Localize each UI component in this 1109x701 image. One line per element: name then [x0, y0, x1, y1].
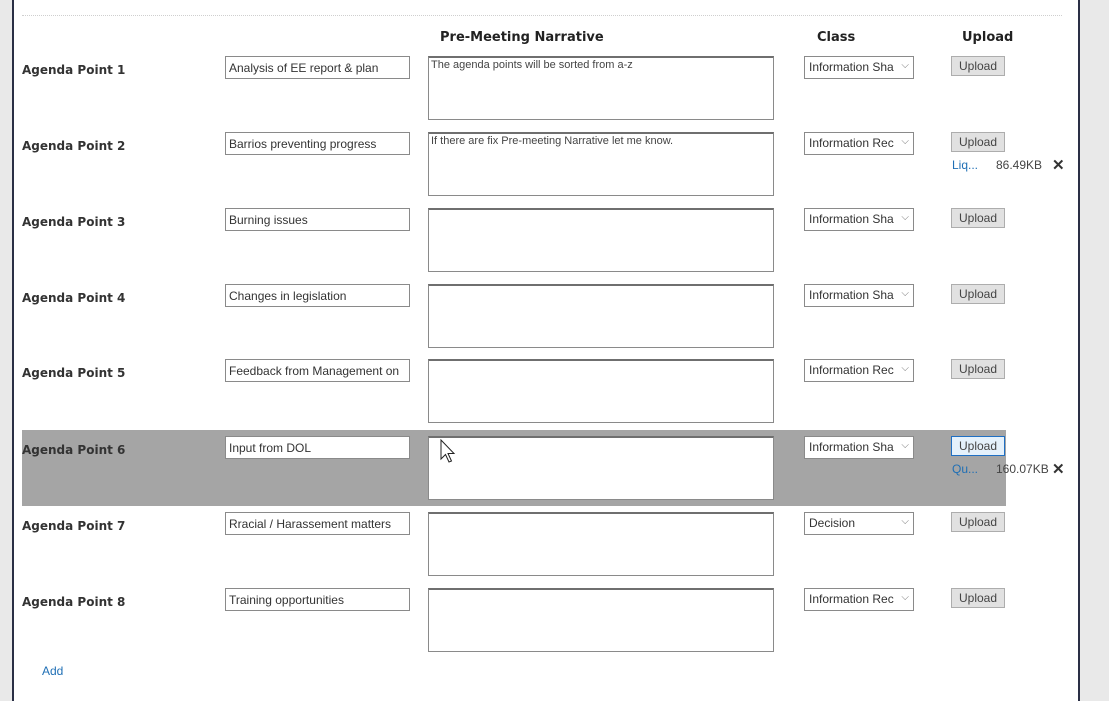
chevron-down-icon: ⌵	[901, 592, 909, 603]
narrative-textarea[interactable]	[428, 436, 774, 500]
class-select[interactable]	[804, 512, 914, 535]
agenda-point-label: Agenda Point 2	[22, 139, 126, 153]
upload-button[interactable]: Upload	[951, 436, 1005, 456]
header-narrative: Pre-Meeting Narrative	[440, 30, 604, 45]
agenda-topic-input[interactable]	[225, 208, 410, 231]
agenda-row-6	[22, 430, 1065, 506]
class-select[interactable]	[804, 56, 914, 79]
class-select-value: Information Sha	[809, 60, 894, 74]
narrative-textarea[interactable]	[428, 359, 774, 423]
agenda-row-1	[22, 56, 1062, 132]
narrative-textarea[interactable]	[428, 56, 774, 120]
row-content	[22, 436, 1065, 500]
attached-file-size: 86.49KB	[996, 158, 1043, 172]
attached-file-size: 160.07KB	[996, 462, 1049, 476]
class-select-value: Information Rec	[809, 136, 894, 150]
class-select-value: Information Sha	[809, 440, 894, 454]
class-select[interactable]	[804, 588, 914, 611]
class-select-value: Decision	[809, 516, 856, 530]
mouse-pointer-icon	[440, 439, 456, 465]
chevron-down-icon: ⌵	[901, 288, 909, 299]
agenda-point-label: Agenda Point 4	[22, 291, 126, 305]
narrative-textarea[interactable]	[428, 132, 774, 196]
class-select[interactable]	[804, 132, 914, 155]
chevron-down-icon: ⌵	[901, 212, 909, 223]
agenda-topic-input[interactable]	[225, 132, 410, 155]
agenda-point-label: Agenda Point 6	[22, 443, 126, 457]
agenda-row-4	[22, 284, 1062, 360]
upload-button[interactable]: Upload	[951, 132, 1005, 152]
header-upload: Upload	[962, 30, 1014, 45]
agenda-row-5	[22, 359, 1062, 435]
class-select-value: Information Sha	[809, 288, 894, 302]
chevron-down-icon: ⌵	[901, 60, 909, 71]
chevron-down-icon: ⌵	[901, 516, 909, 527]
agenda-topic-input[interactable]	[225, 359, 410, 382]
narrative-textarea[interactable]	[428, 588, 774, 652]
class-select-value: Information Sha	[809, 212, 894, 226]
upload-button[interactable]: Upload	[951, 359, 1005, 379]
agenda-point-label: Agenda Point 1	[22, 63, 126, 77]
chevron-down-icon: ⌵	[901, 363, 909, 374]
narrative-textarea[interactable]	[428, 284, 774, 348]
agenda-topic-input[interactable]	[225, 512, 410, 535]
class-select[interactable]	[804, 284, 914, 307]
agenda-point-label: Agenda Point 7	[22, 519, 126, 533]
upload-button[interactable]: Upload	[951, 588, 1005, 608]
class-select-value: Information Rec	[809, 592, 894, 606]
agenda-topic-input[interactable]	[225, 284, 410, 307]
agenda-topic-input[interactable]	[225, 56, 410, 79]
narrative-textarea[interactable]	[428, 208, 774, 272]
agenda-point-label: Agenda Point 5	[22, 366, 126, 380]
agenda-point-label: Agenda Point 3	[22, 215, 126, 229]
close-icon[interactable]: ✕	[1052, 461, 1065, 478]
attached-file-link[interactable]: Qu...	[952, 462, 979, 476]
close-icon[interactable]: ✕	[1052, 157, 1065, 174]
narrative-textarea[interactable]	[428, 512, 774, 576]
class-select[interactable]	[804, 208, 914, 231]
class-select[interactable]	[804, 436, 914, 459]
agenda-topic-input[interactable]	[225, 436, 410, 459]
top-divider	[22, 15, 1062, 16]
header-class: Class	[817, 30, 856, 45]
agenda-row-3	[22, 208, 1062, 284]
upload-button[interactable]: Upload	[951, 56, 1005, 76]
attached-file-link[interactable]: Liq...	[952, 158, 979, 172]
agenda-topic-input[interactable]	[225, 588, 410, 611]
upload-button[interactable]: Upload	[951, 208, 1005, 228]
agenda-row-2	[22, 132, 1065, 208]
chevron-down-icon: ⌵	[901, 136, 909, 147]
agenda-row-7	[22, 512, 1062, 588]
chevron-down-icon: ⌵	[901, 440, 909, 451]
upload-button[interactable]: Upload	[951, 512, 1005, 532]
add-agenda-point-link[interactable]: Add	[42, 664, 64, 678]
agenda-row-8	[22, 588, 1062, 664]
class-select-value: Information Rec	[809, 363, 894, 377]
attached-file	[952, 462, 1072, 478]
class-select[interactable]	[804, 359, 914, 382]
agenda-point-label: Agenda Point 8	[22, 595, 126, 609]
upload-button[interactable]: Upload	[951, 284, 1005, 304]
attached-file	[952, 158, 1072, 174]
